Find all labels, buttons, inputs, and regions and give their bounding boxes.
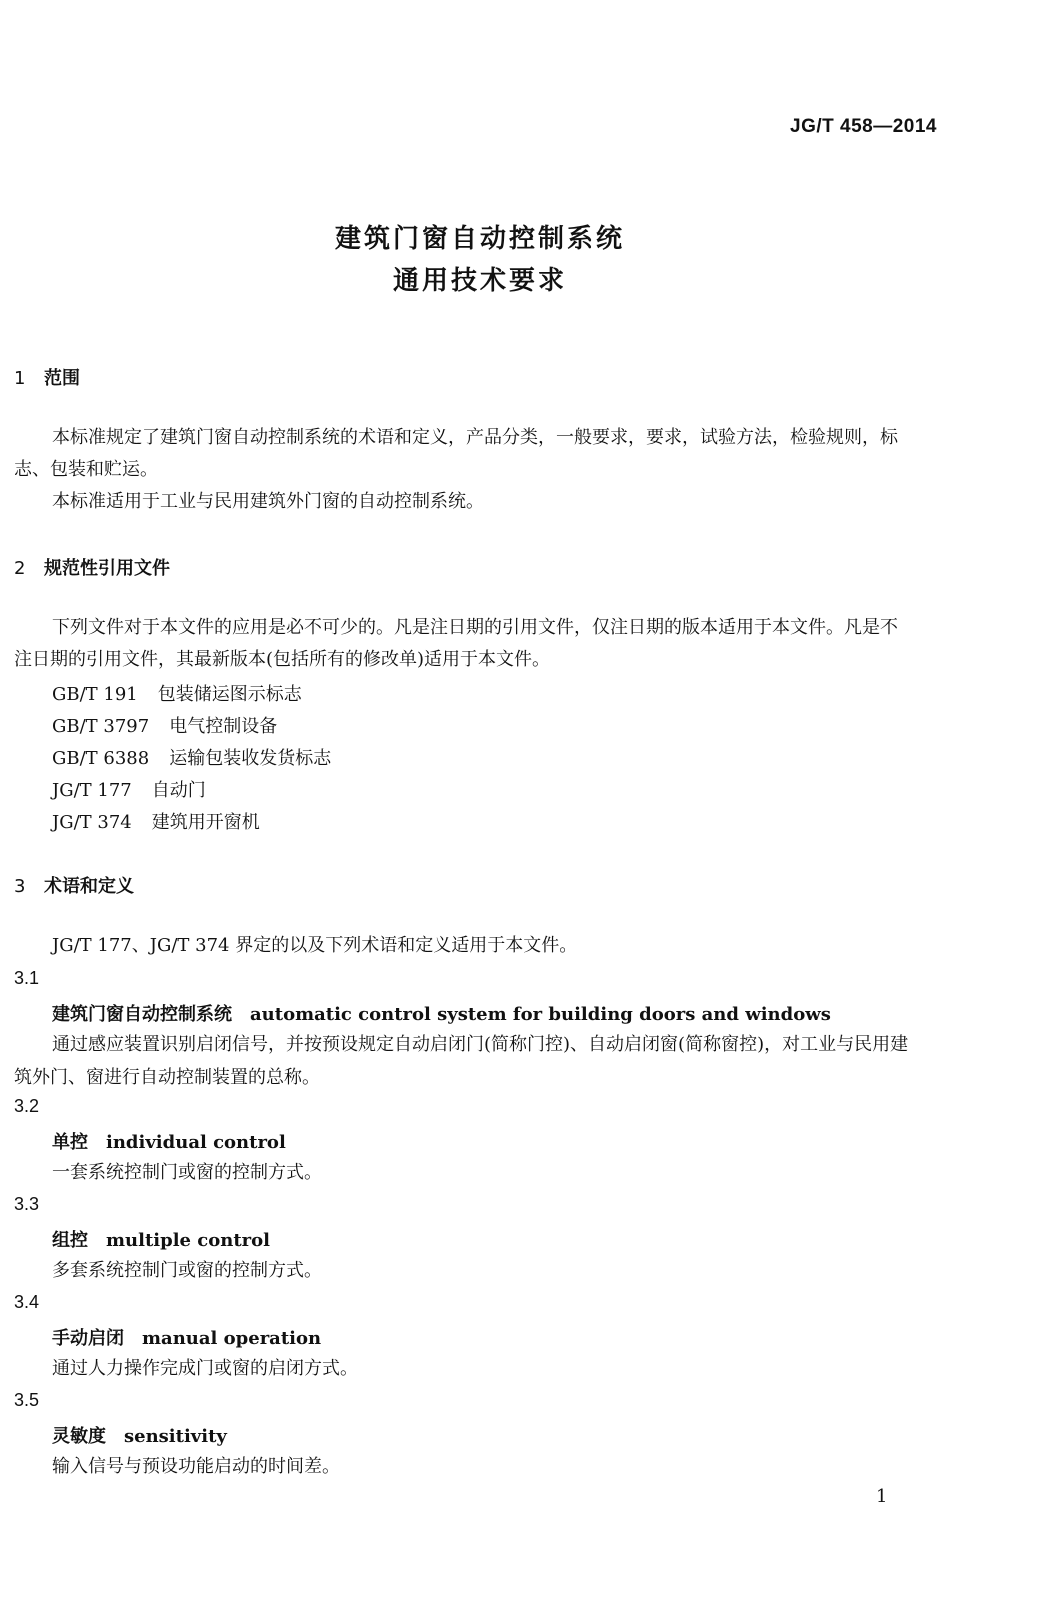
clause-number: 3.5 [14,1390,40,1410]
term-en: individual control [106,1132,286,1153]
section-number: 3 [14,876,26,897]
term-entry [52,1324,321,1350]
reference-item [52,808,260,834]
clause-number: 3.3 [14,1194,40,1214]
term-entry [52,1226,270,1252]
term-en: manual operation [142,1328,322,1349]
term-zh: 组控 [52,1230,88,1251]
term-definition [14,1254,914,1287]
paragraph-text: JG/T 177、JG/T 374 界定的以及下列术语和定义适用于本文件。 [52,935,578,956]
term-zh: 单控 [52,1132,88,1153]
reference-title: 运输包装收发货标志 [169,748,332,769]
term-zh: 灵敏度 [52,1426,106,1447]
section-title: 术语和定义 [44,876,134,897]
term-en: sensitivity [124,1426,227,1447]
definition-text: 通过人力操作完成门或窗的启闭方式。 [52,1358,358,1379]
clause-number: 3.1 [14,968,40,988]
reference-title: 建筑用开窗机 [151,812,260,833]
section-number: 2 [14,558,26,579]
section-title: 规范性引用文件 [44,558,170,579]
standard-code: JG/T 458—2014 [790,116,937,137]
reference-item [52,712,277,738]
definition-text: 通过感应装置识别启闭信号，并按预设规定自动启闭门(简称门控)、自动启闭窗(简称窗控)，对工业与民用建筑外门、窗进行自动控制装置的总称。 [14,1034,909,1088]
section-2-heading [14,554,170,580]
reference-title: 包装储运图示标志 [157,684,302,705]
paragraph-text: 本标准适用于工业与民用建筑外门窗的自动控制系统。 [52,491,484,512]
title-line-1: 建筑门窗自动控制系统 [334,224,625,254]
term-definition [14,1352,914,1385]
term-en: multiple control [106,1230,270,1251]
reference-code: GB/T 3797 [52,716,150,737]
reference-item [52,776,206,802]
page-number: 1 [876,1486,888,1507]
definition-text: 输入信号与预设功能启动的时间差。 [52,1456,340,1477]
reference-code: JG/T 177 [52,780,132,801]
clause-number: 3.2 [14,1096,40,1116]
reference-title: 自动门 [151,780,206,801]
definition-text: 多套系统控制门或窗的控制方式。 [52,1260,322,1281]
clause-number: 3.4 [14,1292,40,1312]
reference-item [52,680,302,706]
section-3-intro [14,930,914,962]
section-1-paragraph-1 [14,422,914,486]
section-1-heading [14,364,80,390]
section-1-paragraph-2 [14,486,914,518]
term-zh: 建筑门窗自动控制系统 [52,1004,232,1025]
paragraph-text: 下列文件对于本文件的应用是必不可少的。凡是注日期的引用文件，仅注日期的版本适用于本文件。凡是不注日期的引用文件，其最新版本(包括所有的修改单)适用于本文件。 [14,617,898,670]
term-definition [14,1156,914,1189]
definition-text: 一套系统控制门或窗的控制方式。 [52,1162,322,1183]
section-2-paragraph [14,612,914,676]
term-entry [52,1000,831,1026]
term-entry [52,1128,286,1154]
term-definition [14,1028,914,1094]
section-number: 1 [14,368,26,389]
reference-code: JG/T 374 [52,812,132,833]
reference-item [52,744,331,770]
reference-title: 电气控制设备 [169,716,278,737]
paragraph-text: 本标准规定了建筑门窗自动控制系统的术语和定义，产品分类，一般要求，要求，试验方法，检验规则，标志、包装和贮运。 [14,427,898,480]
term-entry [52,1422,227,1448]
reference-code: GB/T 191 [52,684,138,705]
term-zh: 手动启闭 [52,1328,124,1349]
term-en: automatic control system for building doors and windows [250,1004,831,1025]
section-title: 范围 [44,368,80,389]
title-line-2: 通用技术要求 [392,266,567,296]
reference-code: GB/T 6388 [52,748,150,769]
section-3-heading [14,872,134,898]
term-definition [14,1450,914,1483]
